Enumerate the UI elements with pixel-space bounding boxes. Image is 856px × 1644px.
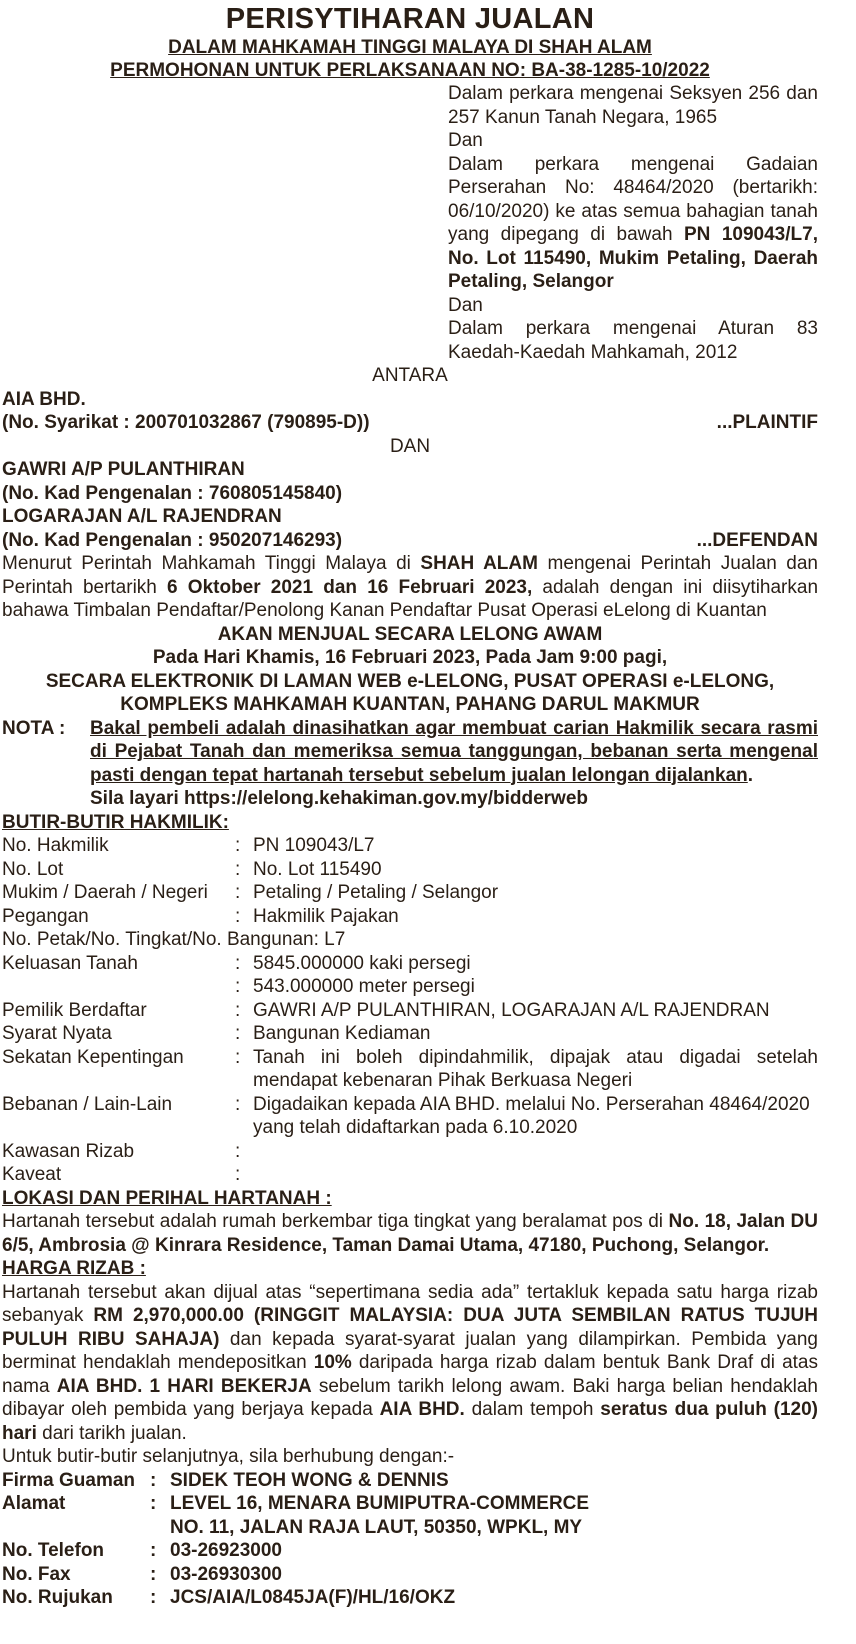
row-fax bbox=[2, 1563, 818, 1587]
row-pegangan bbox=[2, 905, 818, 929]
label-firm: Firma Guaman bbox=[2, 1469, 136, 1491]
value-telephone: 03-26923000 bbox=[170, 1540, 282, 1561]
value-keluasan-sqft: 5845.000000 kaki persegi bbox=[253, 952, 471, 974]
order-paragraph bbox=[2, 552, 818, 623]
matter-line-1: Dalam perkara mengenai Seksyen 256 dan 257 Kanun Tanah Negara, 1965 bbox=[448, 83, 818, 128]
order-text-3: adalah dengan ini diisytiharkan bahawa Timbalan Pendaftar/Penolong Kanan Pendaftar Pusat Operasi eLelong di Kuantan bbox=[2, 576, 819, 621]
row-syarat bbox=[2, 1022, 818, 1046]
nota-block bbox=[2, 717, 818, 811]
reserve-text-1: Hartanah tersebut akan dijual atas “sepertimana sedia ada” tertakluk kepada satu harga rizab sebanyak bbox=[2, 1281, 818, 1326]
defendant-role: ...DEFENDAN bbox=[696, 529, 818, 551]
order-court: SHAH ALAM bbox=[420, 553, 538, 574]
plaintiff-role: ...PLAINTIF bbox=[716, 412, 818, 433]
dan-label: DAN bbox=[389, 435, 431, 457]
label-keluasan: Keluasan Tanah bbox=[2, 952, 138, 974]
row-pemilik bbox=[2, 999, 818, 1023]
reserve-text-3: daripada harga rizab dalam bentuk Bank Draf di atas nama bbox=[2, 1352, 819, 1397]
auction-line-1: AKAN MENJUAL SECARA LELONG AWAM bbox=[217, 623, 603, 645]
matter-dan-2: Dan bbox=[448, 294, 483, 316]
plaintiff-row bbox=[2, 411, 818, 435]
nota-text-wrap bbox=[90, 717, 818, 788]
label-address: Alamat bbox=[2, 1493, 66, 1514]
application-number: PERMOHONAN UNTUK PERLAKSANAAN NO: BA-38-1285-10/2022 bbox=[110, 60, 710, 81]
plaintiff-name: AIA BHD. bbox=[2, 388, 86, 410]
colon: : bbox=[235, 1093, 241, 1115]
colon: : bbox=[235, 882, 241, 903]
value-bebanan: Digadaikan kepada AIA BHD. melalui No. Perserahan 48464/2020 yang telah didaftarkan pada 6.10.2020 bbox=[253, 1093, 810, 1138]
label-fax: No. Fax bbox=[2, 1563, 71, 1585]
reserve-price: RM 2,970,000.00 (RINGGIT MALAYSIA: DUA JUTA SEMBILAN RATUS TUJUH PULUH RIBU SAHAJA) bbox=[2, 1305, 818, 1350]
row-reference bbox=[2, 1586, 818, 1610]
row-bebanan bbox=[2, 1093, 818, 1140]
nota-period: . bbox=[747, 764, 754, 786]
location-text: Hartanah tersebut adalah rumah berkembar tiga tingkat yang beralamat pos di bbox=[2, 1211, 669, 1232]
order-text-2: mengenai Perintah Jualan dan Perintah bertarikh bbox=[2, 553, 818, 598]
label-telephone: No. Telefon bbox=[2, 1540, 105, 1561]
label-empty bbox=[2, 975, 235, 999]
row-rizab bbox=[2, 1140, 818, 1164]
colon: : bbox=[150, 1563, 157, 1585]
defendant-1-ic: (No. Kad Pengenalan : 760805145840) bbox=[2, 482, 343, 504]
label-no-lot: No. Lot bbox=[2, 858, 64, 880]
defendant-2-ic: (No. Kad Pengenalan : 950207146293) bbox=[2, 529, 343, 551]
value-pemilik: GAWRI A/P PULANTHIRAN, LOGARAJAN A/L RAJENDRAN bbox=[253, 999, 770, 1021]
deposit-percent: 10% bbox=[313, 1352, 352, 1373]
auction-line-2: Pada Hari Khamis, 16 Februari 2023, Pada Jam 9:00 pagi, bbox=[152, 647, 668, 668]
nota-body bbox=[90, 717, 818, 811]
colon: : bbox=[235, 1023, 241, 1044]
colon: : bbox=[235, 905, 241, 927]
plaintiff-reg: (No. Syarikat : 200701032867 (790895-D)) bbox=[2, 412, 370, 433]
colon: : bbox=[150, 1587, 157, 1608]
matter-line-2-text: Dalam perkara mengenai Gadaian Perserahan No: 48464/2020 (bertarikh: 06/10/2020) ke atas semua bahagian tanah yang dipegang di bawah bbox=[448, 153, 818, 245]
reserve-text-4: sebelum tarikh lelong awam. Baki harga belian hendaklah dibayar oleh pembida yang berjaya kepada bbox=[2, 1375, 818, 1420]
auction-line-3: SECARA ELEKTRONIK DI LAMAN WEB e-LELONG, PUSAT OPERASI e-LELONG, bbox=[45, 670, 775, 692]
label-no-hakmilik: No. Hakmilik bbox=[2, 835, 109, 856]
value-no-hakmilik: PN 109043/L7 bbox=[253, 835, 375, 856]
label-reference: No. Rujukan bbox=[2, 1587, 113, 1608]
nota-text: Bakal pembeli adalah dinasihatkan agar membuat carian Hakmilik secara rasmi di Pejabat Tanah dan memeriksa semua tanggungan, bebanan serta mengenal pasti dengan tepat hartanah tersebut sebelum jualan lelongan dijalankan bbox=[90, 717, 818, 786]
colon: : bbox=[235, 1140, 241, 1162]
colon: : bbox=[150, 1493, 157, 1514]
reserve-text-2: dan kepada syarat-syarat jualan yang dilampirkan. Pembida yang berminat hendaklah mendepositkan bbox=[2, 1328, 818, 1373]
matter-block bbox=[448, 82, 818, 364]
title-details-heading: BUTIR-BUTIR HAKMILIK: bbox=[2, 811, 229, 833]
label-pemilik: Pemilik Berdaftar bbox=[2, 999, 147, 1021]
colon: : bbox=[235, 835, 241, 856]
defendant-row bbox=[2, 529, 818, 553]
label-bebanan: Bebanan / Lain-Lain bbox=[2, 1093, 173, 1115]
label-kawasan-rizab: Kawasan Rizab bbox=[2, 1140, 135, 1162]
order-text-1: Menurut Perintah Mahkamah Tinggi Malaya di bbox=[2, 553, 421, 574]
colon: : bbox=[150, 1469, 157, 1491]
location-heading: LOKASI DAN PERIHAL HARTANAH : bbox=[2, 1187, 332, 1209]
row-sekatan bbox=[2, 1046, 818, 1093]
row-keluasan-2 bbox=[2, 975, 818, 999]
colon: : bbox=[150, 1540, 157, 1561]
row-no-lot bbox=[2, 858, 818, 882]
label-empty bbox=[2, 1516, 150, 1540]
contact-intro: Untuk butir-butir selanjutnya, sila berhubung dengan:- bbox=[2, 1446, 455, 1467]
location-paragraph bbox=[2, 1210, 818, 1257]
row-kaveat bbox=[2, 1163, 818, 1187]
colon: : bbox=[235, 1164, 241, 1185]
row-address-2 bbox=[2, 1516, 818, 1540]
value-fax: 03-26930300 bbox=[170, 1563, 282, 1585]
value-keluasan-sqm: 543.000000 meter persegi bbox=[253, 976, 475, 997]
colon: : bbox=[235, 952, 241, 974]
court-name: DALAM MAHKAMAH TINGGI MALAYA DI SHAH ALAM bbox=[168, 37, 652, 58]
reserve-text-6: dari tarikh jualan. bbox=[36, 1422, 187, 1444]
defendant-2-name: LOGARAJAN A/L RAJENDRAN bbox=[2, 506, 282, 527]
value-address-2: NO. 11, JALAN RAJA LAUT, 50350, WPKL, MY bbox=[170, 1516, 583, 1538]
label-sekatan: Sekatan Kepentingan bbox=[2, 1046, 184, 1068]
row-mukim bbox=[2, 881, 818, 905]
reserve-heading: HARGA RIZAB : bbox=[2, 1258, 146, 1279]
order-dates: 6 Oktober 2021 dan 16 Februari 2023, bbox=[167, 576, 533, 598]
colon-empty bbox=[150, 1516, 170, 1540]
value-sekatan: Tanah ini boleh dipindahmilik, dipajak atau digadai setelah mendapat kebenaran Pihak Berkuasa Negeri bbox=[253, 1046, 818, 1091]
colon: : bbox=[235, 858, 241, 880]
balance-payee: AIA BHD. bbox=[379, 1399, 465, 1420]
row-petak: No. Petak/No. Tingkat/No. Bangunan: L7 bbox=[2, 929, 346, 950]
colon: : bbox=[235, 999, 241, 1021]
value-kaveat bbox=[253, 1163, 818, 1187]
value-mukim: Petaling / Petaling / Selangor bbox=[253, 882, 499, 903]
value-firm: SIDEK TEOH WONG & DENNIS bbox=[170, 1469, 449, 1491]
value-syarat: Bangunan Kediaman bbox=[253, 1023, 431, 1044]
reserve-text-5: dalam tempoh bbox=[464, 1399, 601, 1420]
value-no-lot: No. Lot 115490 bbox=[253, 858, 382, 880]
value-reference: JCS/AIA/L0845JA(F)/HL/16/OKZ bbox=[170, 1587, 456, 1608]
matter-line-2 bbox=[448, 153, 818, 294]
label-syarat: Syarat Nyata bbox=[2, 1023, 112, 1044]
label-kaveat: Kaveat bbox=[2, 1164, 62, 1185]
row-telephone bbox=[2, 1539, 818, 1563]
row-address-1 bbox=[2, 1492, 818, 1516]
value-kawasan-rizab bbox=[253, 1140, 818, 1164]
defendant-1-name: GAWRI A/P PULANTHIRAN bbox=[2, 459, 245, 480]
nota-label: NOTA : bbox=[2, 717, 66, 739]
deposit-payee: AIA BHD. 1 HARI BEKERJA bbox=[56, 1375, 312, 1397]
colon: : bbox=[235, 1046, 241, 1068]
payment-period: seratus dua puluh (120) hari bbox=[2, 1399, 818, 1444]
row-keluasan-1 bbox=[2, 952, 818, 976]
antara-label: ANTARA bbox=[372, 365, 448, 386]
label-mukim: Mukim / Daerah / Negeri bbox=[2, 882, 208, 903]
reserve-paragraph bbox=[2, 1281, 818, 1446]
document-title: PERISYTIHARAN JUALAN bbox=[225, 3, 595, 35]
property-address: No. 18, Jalan DU 6/5, Ambrosia @ Kinrara Residence, Taman Damai Utama, 47180, Puchong, Selangor. bbox=[2, 1211, 818, 1256]
contact-block bbox=[2, 1469, 818, 1610]
matter-line-3: Dalam perkara mengenai Aturan 83 Kaedah-Kaedah Mahkamah, 2012 bbox=[448, 318, 818, 363]
label-pegangan: Pegangan bbox=[2, 905, 89, 927]
row-no-hakmilik bbox=[2, 834, 818, 858]
row-firm bbox=[2, 1469, 818, 1493]
auction-line-4: KOMPLEKS MAHKAMAH KUANTAN, PAHANG DARUL MAKMUR bbox=[120, 694, 700, 715]
nota-link[interactable]: Sila layari https://elelong.kehakiman.gov.my/bidderweb bbox=[90, 788, 589, 809]
colon: : bbox=[235, 976, 241, 997]
value-address-1: LEVEL 16, MENARA BUMIPUTRA-COMMERCE bbox=[170, 1493, 590, 1514]
property-reference: PN 109043/L7, No. Lot 115490, Mukim Petaling, Daerah Petaling, Selangor bbox=[448, 224, 818, 292]
matter-dan-1: Dan bbox=[448, 130, 483, 151]
value-pegangan: Hakmilik Pajakan bbox=[253, 905, 399, 927]
